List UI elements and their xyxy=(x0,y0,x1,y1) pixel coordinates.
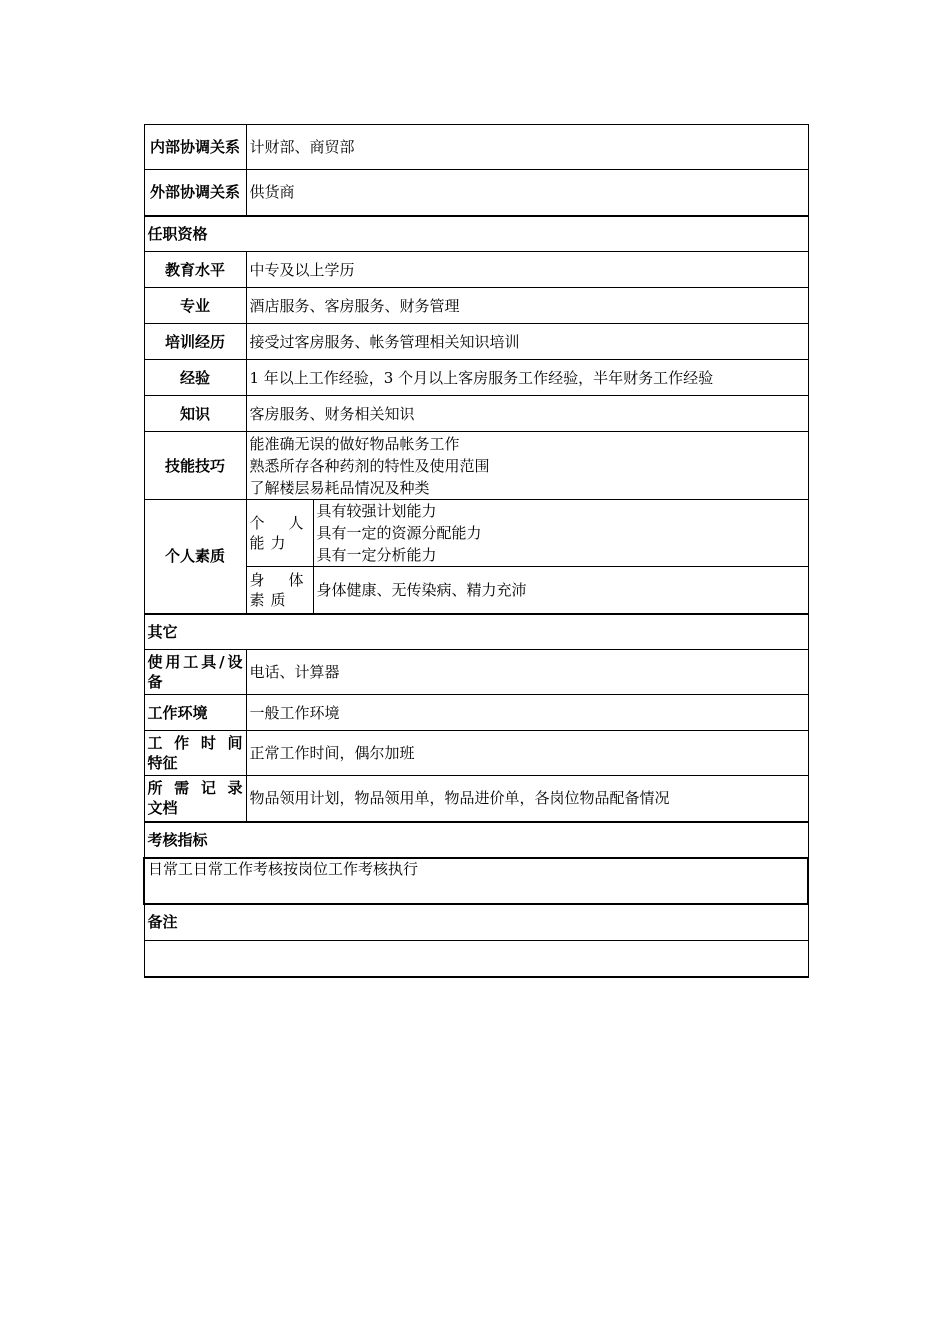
knowledge-row xyxy=(144,396,808,432)
tools-row xyxy=(144,650,808,695)
training-label: 培训经历 xyxy=(144,324,246,360)
qualifications-section-title: 任职资格 xyxy=(144,216,808,252)
documents-value: 物品领用计划，物品领用单，物品进价单，各岗位物品配备情况 xyxy=(246,776,808,822)
physical-label: 身 体 素质 xyxy=(246,567,313,614)
ability-line: 具有一定的资源分配能力 xyxy=(316,524,482,542)
tools-label: 使用工具/设备 xyxy=(144,650,246,695)
ability-label: 个 人 能力 xyxy=(246,500,313,567)
experience-value: 1 年以上工作经验，3 个月以上客房服务工作经验，半年财务工作经验 xyxy=(246,360,808,396)
remarks-section-title: 备注 xyxy=(144,904,808,941)
skills-line: 熟悉所存各种药剂的特性及使用范围 xyxy=(249,456,490,475)
tools-value: 电话、计算器 xyxy=(246,650,808,695)
physical-value: 身体健康、无传染病、精力充沛 xyxy=(313,567,808,614)
assessment-section-title: 考核指标 xyxy=(144,822,808,858)
assessment-section-row xyxy=(144,822,808,858)
education-value: 中专及以上学历 xyxy=(246,252,808,288)
education-row xyxy=(144,252,808,288)
remarks-content xyxy=(144,941,808,977)
training-row xyxy=(144,324,808,360)
skills-line: 能准确无误的做好物品帐务工作 xyxy=(249,434,460,453)
ability-row xyxy=(144,500,808,567)
environment-row xyxy=(144,695,808,731)
work-time-label: 工 作 时 间 特征 xyxy=(144,731,246,776)
external-coordination-label: 外部协调关系 xyxy=(144,170,246,216)
experience-row xyxy=(144,360,808,396)
ability-value xyxy=(313,500,808,567)
ability-line: 具有较强计划能力 xyxy=(316,502,437,520)
skills-label: 技能技巧 xyxy=(144,432,246,500)
skills-row xyxy=(144,432,808,500)
work-time-row xyxy=(144,731,808,776)
remarks-section-row xyxy=(144,904,808,941)
experience-label: 经验 xyxy=(144,360,246,396)
documents-row xyxy=(144,776,808,822)
environment-label: 工作环境 xyxy=(144,695,246,731)
major-label: 专业 xyxy=(144,288,246,324)
skills-value xyxy=(246,432,808,500)
qualifications-section-row xyxy=(144,216,808,252)
ability-line: 具有一定分析能力 xyxy=(316,546,437,564)
remarks-content-row xyxy=(144,941,808,977)
major-row xyxy=(144,288,808,324)
skills-line: 了解楼层易耗品情况及种类 xyxy=(249,478,430,497)
assessment-content-row xyxy=(144,858,808,904)
external-coordination-value: 供货商 xyxy=(246,170,808,216)
documents-label: 所 需 记 录 文档 xyxy=(144,776,246,822)
training-value: 接受过客房服务、帐务管理相关知识培训 xyxy=(246,324,808,360)
personal-quality-label: 个人素质 xyxy=(144,500,246,614)
work-time-value: 正常工作时间，偶尔加班 xyxy=(246,731,808,776)
other-section-title: 其它 xyxy=(144,614,808,650)
job-description-table xyxy=(143,124,809,978)
knowledge-label: 知识 xyxy=(144,396,246,432)
internal-coordination-label: 内部协调关系 xyxy=(144,125,246,170)
internal-coordination-row xyxy=(144,125,808,170)
assessment-content: 日常工日常工作考核按岗位工作考核执行 xyxy=(144,858,808,904)
environment-value: 一般工作环境 xyxy=(246,695,808,731)
external-coordination-row xyxy=(144,170,808,216)
education-label: 教育水平 xyxy=(144,252,246,288)
internal-coordination-value: 计财部、商贸部 xyxy=(246,125,808,170)
other-section-row xyxy=(144,614,808,650)
major-value: 酒店服务、客房服务、财务管理 xyxy=(246,288,808,324)
knowledge-value: 客房服务、财务相关知识 xyxy=(246,396,808,432)
